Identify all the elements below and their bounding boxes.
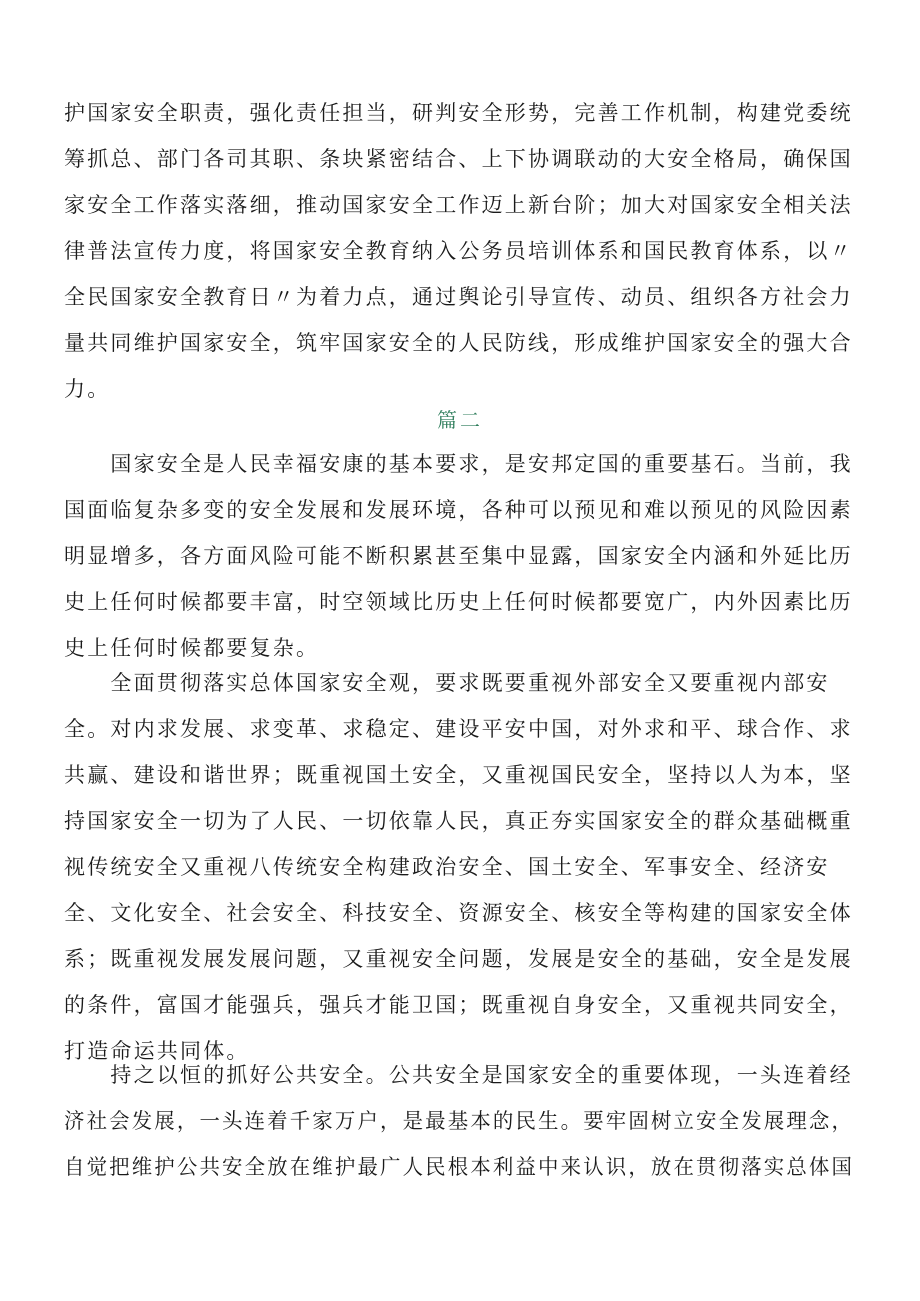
- text-line: 史上任何时候都要复杂。: [64, 636, 320, 660]
- text-line: 家安全工作落实落细，推动国家安全工作迈上新台阶；加大对国家安全相关法: [64, 193, 853, 217]
- paragraph-intro: [64, 441, 854, 671]
- text-line: 持之以恒的抓好公共安全。公共安全是国家安全的重要体现，一头连着经: [64, 1063, 853, 1087]
- text-line: 自觉把维护公共安全放在维护最广人民根本利益中来认识，放在贯彻落实总体国: [64, 1155, 855, 1179]
- text-line: 筹抓总、部门各司其职、条块紧密结合、上下协调联动的大安全格局，确保国: [64, 147, 853, 171]
- paragraph-public-security: [64, 1052, 854, 1190]
- text-line: 国面临复杂多变的安全发展和发展环境，各种可以预见和难以预见的风险因素: [64, 498, 853, 522]
- text-line: 打造命运共同体。: [64, 1039, 250, 1063]
- text-line: 史上任何时候都要丰富，时空领域比历史上任何时候都要宽广，内外因素比历: [64, 590, 853, 614]
- text-line: 律普法宣传力度，将国家安全教育纳入公务员培训体系和国民教育体系，以〃: [64, 239, 853, 263]
- text-line: 力。: [64, 377, 111, 401]
- text-line: 明显增多，各方面风险可能不断积累甚至集中显露，国家安全内涵和外延比历: [64, 544, 853, 568]
- text-line: 的条件，富国才能强兵，强兵才能卫国；既重视自身安全，又重视共同安全，: [64, 993, 853, 1017]
- paragraph-continuation: [64, 90, 854, 412]
- text-line: 护国家安全职责，强化责任担当，研判安全形势，完善工作机制，构建党委统: [64, 101, 853, 125]
- text-line: 济社会发展，一头连着千家万户，是最基本的民生。要牢固树立安全发展理念，: [64, 1109, 855, 1133]
- text-line: 全面贯彻落实总体国家安全观，要求既要重视外部安全又要重视内部安: [64, 671, 830, 695]
- text-line: 系；既重视发展发展问题，又重视安全问题，发展是安全的基础，安全是发展: [64, 947, 853, 971]
- text-line: 国家安全是人民幸福安康的基本要求，是安邦定国的重要基石。当前，我: [64, 452, 853, 476]
- text-line: 量共同维护国家安全，筑牢国家安全的人民防线，形成维护国家安全的强大合: [64, 331, 853, 355]
- text-line: 全、文化安全、社会安全、科技安全、资源安全、核安全等构建的国家安全体: [64, 901, 853, 925]
- text-line: 共赢、建设和谐世界；既重视国土安全，又重视国民安全，坚持以人为本，坚: [64, 763, 853, 787]
- text-line: 视传统安全又重视八传统安全构建政治安全、国土安全、军事安全、经济安: [64, 855, 830, 879]
- section-heading: 篇二: [437, 408, 483, 432]
- paragraph-security-concept: [64, 660, 854, 1074]
- text-line: 全。对内求发展、求变革、求稳定、建设平安中国，对外求和平、球合作、求: [64, 717, 853, 741]
- text-line: 持国家安全一切为了人民、一切依靠人民，真正夯实国家安全的群众基础概重: [64, 809, 853, 833]
- text-line: 全民国家安全教育日〃为着力点，通过舆论引导宣传、动员、组织各方社会力: [64, 285, 853, 309]
